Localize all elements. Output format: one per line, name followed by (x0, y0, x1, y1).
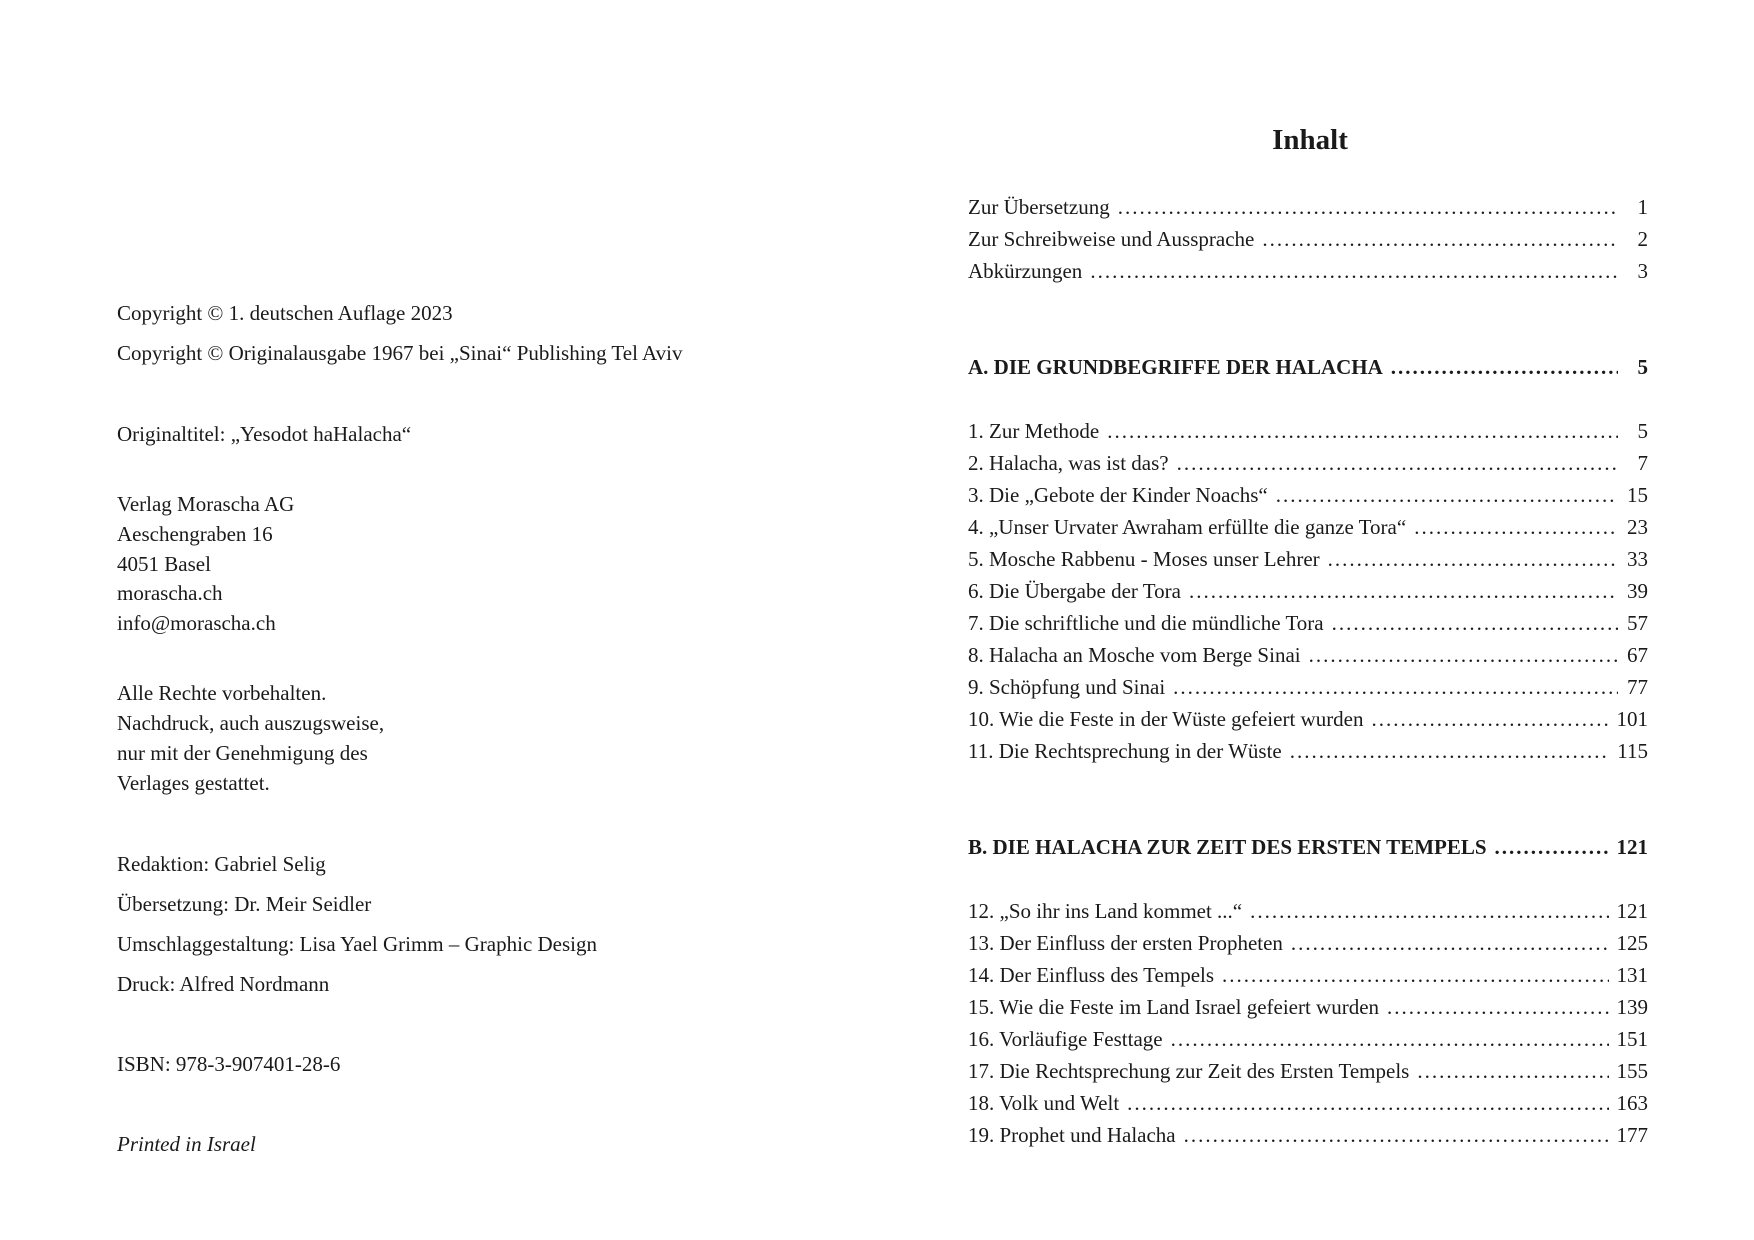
toc-entry (968, 641, 1648, 669)
toc-entry-label: 9. Schöpfung und Sinai (968, 675, 1166, 699)
publisher-line: morascha.ch (117, 581, 223, 605)
toc-entry-page: 115 (1617, 739, 1648, 763)
rights-line: Alle Rechte vorbehalten. (117, 681, 327, 705)
toc-entry (968, 897, 1648, 925)
toc-entry-label: 14. Der Einfluss des Tempels (968, 963, 1215, 987)
toc-entry (968, 609, 1648, 637)
toc-entry (968, 545, 1648, 573)
toc-entry-label: 3. Die „Gebote der Kinder Noachs“ (968, 483, 1268, 507)
toc-entry-page: 5 (1637, 419, 1648, 443)
leader-dots (1290, 737, 1610, 765)
leader-dots (1309, 641, 1618, 669)
toc-entry-label: 6. Die Übergabe der Tora (968, 579, 1181, 603)
original-title: Originaltitel: „Yesodot haHalacha“ (117, 422, 412, 446)
toc-entry-page: 2 (1637, 227, 1648, 251)
rights-line: nur mit der Genehmigung des (117, 741, 368, 765)
leader-dots (1291, 929, 1609, 957)
toc-entry (968, 1057, 1648, 1085)
toc-entry (968, 673, 1648, 701)
toc-entry-label: Zur Schreibweise und Aussprache (968, 227, 1255, 251)
publisher-line: 4051 Basel (117, 552, 211, 576)
toc-entry-page: 101 (1616, 707, 1648, 731)
leader-dots (1414, 513, 1618, 541)
publisher-line: info@morascha.ch (117, 611, 276, 635)
toc-entry-page: 23 (1627, 515, 1648, 539)
toc-section-heading (968, 833, 1648, 861)
toc-entry (968, 1121, 1648, 1149)
toc-entry-page: 139 (1616, 995, 1648, 1019)
toc-section-label: B. DIE HALACHA ZUR ZEIT DES ERSTEN TEMPELS (968, 835, 1487, 859)
toc-entry-page: 57 (1627, 611, 1648, 635)
leader-dots (1276, 481, 1618, 509)
credit-line: Umschlaggestaltung: Lisa Yael Grimm – Graphic Design (117, 932, 598, 956)
leader-dots (1328, 545, 1618, 573)
toc-entry-label: 7. Die schriftliche und die mündliche Tora (968, 611, 1324, 635)
toc-entry-page: 67 (1627, 643, 1648, 667)
toc-entry (968, 417, 1648, 445)
toc-entry-label: Zur Übersetzung (968, 195, 1110, 219)
leader-dots (1391, 353, 1618, 381)
toc-entry (968, 929, 1648, 957)
toc-entry-label: 8. Halacha an Mosche vom Berge Sinai (968, 643, 1301, 667)
isbn: ISBN: 978-3-907401-28-6 (117, 1052, 341, 1076)
toc-entry-label: 16. Vorläufige Festtage (968, 1027, 1163, 1051)
leader-dots (1372, 705, 1609, 733)
toc-entry-label: 18. Volk und Welt (968, 1091, 1120, 1115)
leader-dots (1127, 1089, 1608, 1117)
toc-entry-page: 1 (1637, 195, 1648, 219)
toc-entry (968, 737, 1648, 765)
toc-entry-page: 131 (1616, 963, 1648, 987)
toc-entry-page: 177 (1616, 1123, 1648, 1147)
toc-entry-label: 1. Zur Methode (968, 419, 1100, 443)
leader-dots (1262, 225, 1618, 253)
toc-entry-label: 11. Die Rechtsprechung in der Wüste (968, 739, 1282, 763)
toc-section-label: A. DIE GRUNDBEGRIFFE DER HALACHA (968, 355, 1383, 379)
toc-entry (968, 705, 1648, 733)
rights-line: Nachdruck, auch auszugsweise, (117, 711, 385, 735)
toc-entry-page: 3 (1637, 259, 1648, 283)
leader-dots (1107, 417, 1618, 445)
toc-entry (968, 961, 1648, 989)
toc-entry-page: 39 (1627, 579, 1648, 603)
toc-entry (968, 225, 1648, 253)
toc-entry (968, 1025, 1648, 1053)
publisher-line: Verlag Morascha AG (117, 492, 295, 516)
leader-dots (1171, 1025, 1609, 1053)
leader-dots (1189, 577, 1618, 605)
toc-entry-label: 15. Wie die Feste im Land Israel gefeiert wurden (968, 995, 1380, 1019)
toc-entry (968, 577, 1648, 605)
credit-line: Redaktion: Gabriel Selig (117, 852, 326, 876)
leader-dots (1332, 609, 1618, 637)
toc-entry (968, 513, 1648, 541)
toc-section-page: 5 (1637, 355, 1648, 379)
toc-entry (968, 481, 1648, 509)
leader-dots (1417, 1057, 1608, 1085)
toc-entry-page: 33 (1627, 547, 1648, 571)
toc-section-page: 121 (1616, 835, 1648, 859)
toc-entry-page: 121 (1616, 899, 1648, 923)
toc-entry-page: 15 (1627, 483, 1648, 507)
toc-entry (968, 1089, 1648, 1117)
toc-entry-label: Abkürzungen (968, 259, 1083, 283)
toc-title: Inhalt (1272, 124, 1348, 156)
leader-dots (1222, 961, 1608, 989)
toc-entry-page: 7 (1637, 451, 1648, 475)
toc-entry-label: 13. Der Einfluss der ersten Propheten (968, 931, 1283, 955)
leader-dots (1177, 449, 1618, 477)
credit-line: Übersetzung: Dr. Meir Seidler (117, 892, 372, 916)
toc-entry (968, 993, 1648, 1021)
toc-entry (968, 449, 1648, 477)
toc-entry-label: 10. Wie die Feste in der Wüste gefeiert wurden (968, 707, 1364, 731)
copyright-line: Copyright © 1. deutschen Auflage 2023 (117, 301, 453, 325)
toc-entry-page: 151 (1616, 1027, 1648, 1051)
toc-entry-label: 17. Die Rechtsprechung zur Zeit des Ersten Tempels (968, 1059, 1410, 1083)
toc-entry (968, 193, 1648, 221)
toc-section-heading (968, 353, 1648, 381)
toc-entry-page: 155 (1616, 1059, 1648, 1083)
toc-entry-page: 77 (1627, 675, 1648, 699)
rights-line: Verlages gestattet. (117, 771, 270, 795)
toc-entry-page: 125 (1616, 931, 1648, 955)
toc-entry-label: 4. „Unser Urvater Awraham erfüllte die ganze Tora“ (968, 515, 1407, 539)
printed-in: Printed in Israel (117, 1132, 256, 1156)
leader-dots (1184, 1121, 1609, 1149)
leader-dots (1250, 897, 1608, 925)
toc-entry-label: 19. Prophet und Halacha (968, 1123, 1176, 1147)
leader-dots (1495, 833, 1609, 861)
toc-entry-label: 12. „So ihr ins Land kommet ...“ (968, 899, 1243, 923)
leader-dots (1118, 193, 1618, 221)
credit-line: Druck: Alfred Nordmann (117, 972, 330, 996)
leader-dots (1387, 993, 1608, 1021)
toc-entry-page: 163 (1616, 1091, 1648, 1115)
leader-dots (1173, 673, 1618, 701)
toc-entry-label: 5. Mosche Rabbenu - Moses unser Lehrer (968, 547, 1320, 571)
leader-dots (1090, 257, 1618, 285)
publisher-line: Aeschengraben 16 (117, 522, 273, 546)
toc-entry (968, 257, 1648, 285)
toc-entry-label: 2. Halacha, was ist das? (968, 451, 1169, 475)
copyright-line: Copyright © Originalausgabe 1967 bei „Sinai“ Publishing Tel Aviv (117, 341, 683, 365)
